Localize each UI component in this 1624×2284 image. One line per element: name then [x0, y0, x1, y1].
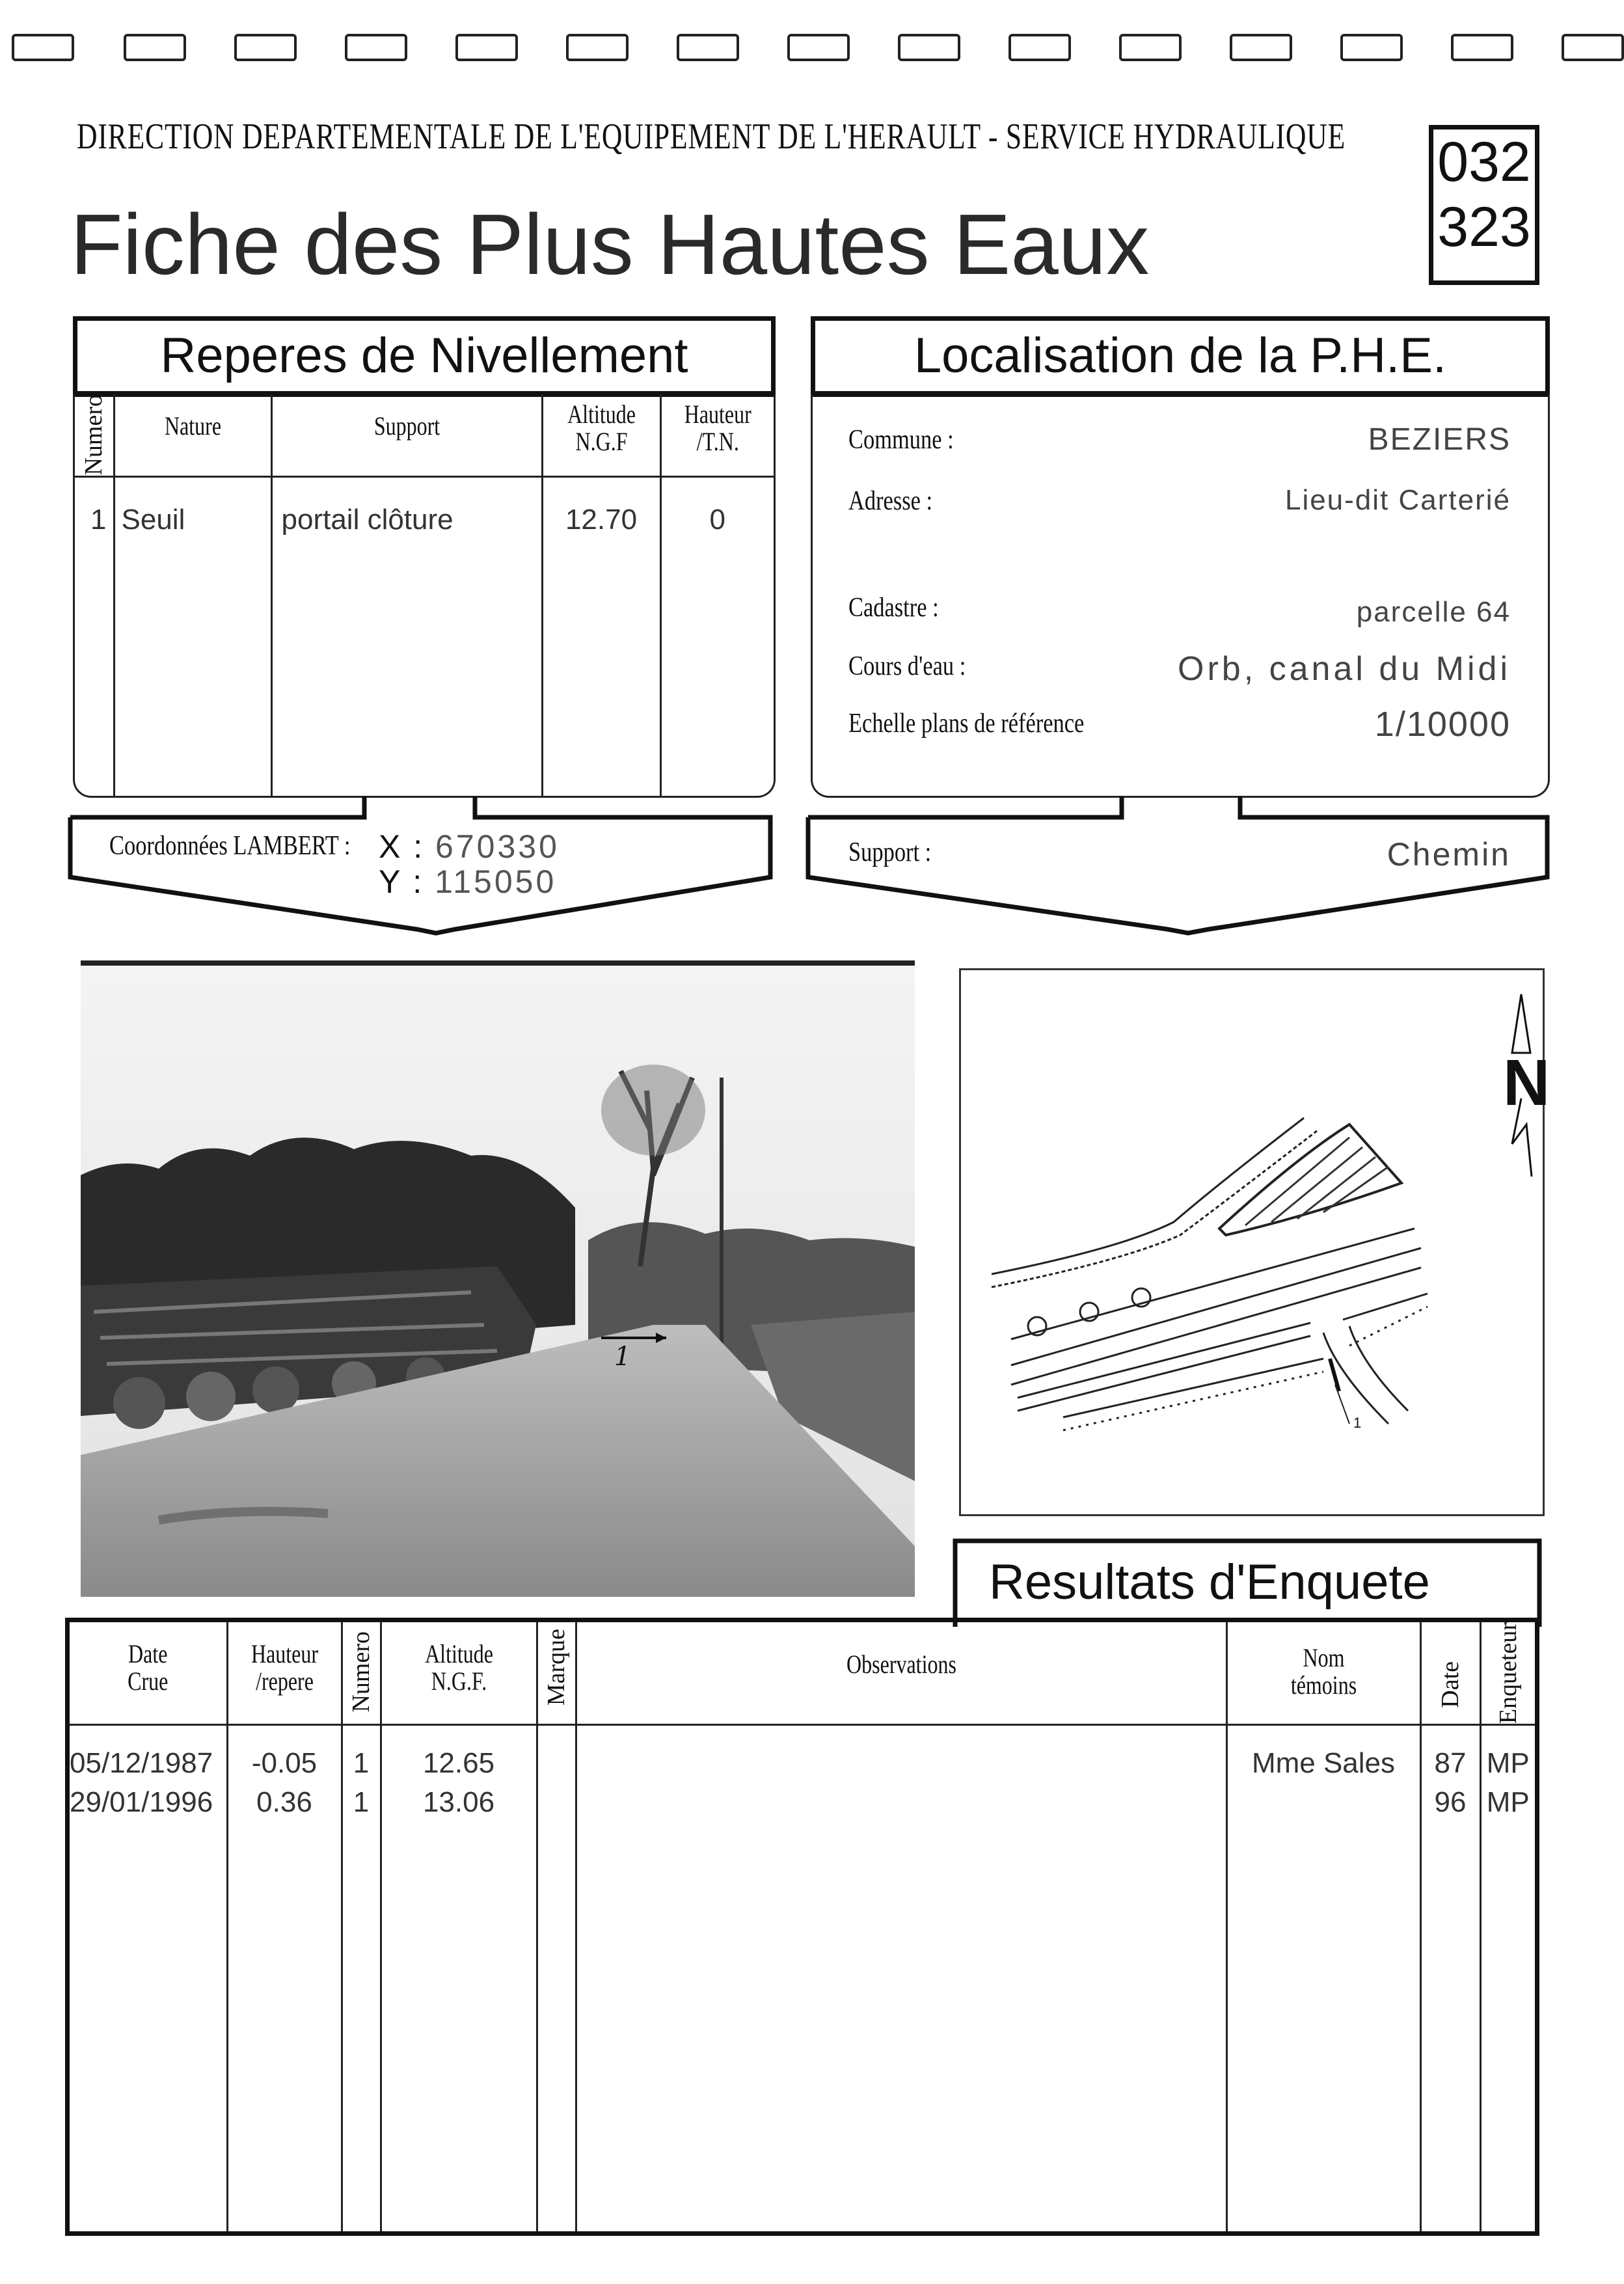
photo-marker: 1: [614, 1342, 631, 1372]
repere-support: portail clôture: [281, 503, 453, 536]
col-nature: Nature: [114, 394, 271, 476]
repere-nature: Seuil: [121, 503, 185, 536]
repere-hauteur: 0: [709, 503, 725, 536]
lambert-x-value: 670330: [435, 828, 560, 865]
reperes-panel: [73, 394, 776, 798]
table-row: [75, 476, 774, 796]
col-nom-temoins: Nom témoins: [1226, 1622, 1420, 1725]
repere-altitude: 12.70: [565, 503, 638, 536]
page-title: Fiche des Plus Hautes Eaux: [70, 197, 1150, 292]
col-altitude: Altitude N.G.F: [542, 394, 660, 476]
fiche-code-bottom: 323: [1437, 196, 1531, 258]
support-value: Chemin: [1387, 836, 1511, 873]
lambert-x-label: X :: [379, 828, 425, 865]
results-panel: [65, 1618, 1539, 2236]
lambert-y: [379, 863, 556, 901]
row-enqueteur: MP: [1486, 1747, 1530, 1780]
results-title: Resultats d'Enquete: [989, 1555, 1430, 1610]
reperes-title: Reperes de Nivellement: [73, 316, 776, 397]
cadastre-value: parcelle 64: [1356, 596, 1511, 628]
site-plan: [959, 968, 1550, 1516]
lambert-label: Coordonnées LAMBERT :: [109, 831, 351, 861]
adresse-value: Lieu-dit Carterié: [1284, 484, 1511, 516]
north-icon: N: [1503, 1046, 1550, 1119]
cours-eau-label: Cours d'eau :: [848, 651, 966, 681]
row-altitude: 12.65: [422, 1747, 495, 1780]
col-date-crue: Date Crue: [70, 1622, 227, 1725]
localisation-title: Localisation de la P.H.E.: [811, 316, 1550, 397]
col-date: Date: [1420, 1622, 1480, 1725]
commune-label: Commune :: [848, 425, 954, 455]
commune-value: BEZIERS: [1368, 422, 1511, 457]
col-numero: Numero: [75, 394, 114, 476]
echelle-label: Echelle plans de référence: [848, 709, 1085, 739]
fiche-code-top: 032: [1437, 131, 1531, 193]
row-numero: 1: [353, 1786, 370, 1819]
row-altitude: 13.06: [422, 1786, 495, 1819]
row-hauteur: 0.36: [256, 1786, 312, 1819]
col-observations: Observations: [576, 1622, 1226, 1725]
lambert-y-value: 115050: [435, 863, 557, 900]
echelle-value: 1/10000: [1374, 705, 1511, 744]
col-hauteur-repere: Hauteur /repere: [227, 1622, 342, 1725]
lambert-y-label: Y :: [379, 863, 424, 900]
col-altitude-ngf: Altitude N.G.F.: [381, 1622, 537, 1725]
cours-eau-value: Orb, canal du Midi: [1178, 650, 1511, 688]
lambert-x: [379, 828, 560, 865]
support-label: Support :: [848, 837, 932, 867]
cadastre-label: Cadastre :: [848, 593, 939, 623]
row-annee: 96: [1434, 1786, 1467, 1819]
row-temoin: Mme Sales: [1251, 1747, 1396, 1780]
fiche-code-box: [1429, 125, 1539, 285]
col-enqueteur: Enqueteur: [1480, 1622, 1535, 1725]
row-date: 05/12/1987: [70, 1747, 213, 1780]
site-photo: [81, 960, 915, 1597]
row-annee: 87: [1434, 1747, 1467, 1780]
row-date: 29/01/1996: [70, 1786, 213, 1819]
plan-marker: 1: [1353, 1415, 1362, 1431]
results-table: [70, 1622, 1535, 2231]
repere-numero: 1: [90, 503, 107, 536]
reperes-table: [75, 394, 774, 796]
row-hauteur: -0.05: [251, 1747, 318, 1780]
col-support: Support: [271, 394, 542, 476]
col-numero: Numero: [342, 1622, 381, 1725]
row-numero: 1: [353, 1747, 370, 1780]
table-row: [70, 1726, 226, 1822]
row-enqueteur: MP: [1486, 1786, 1530, 1819]
agency-header: DIRECTION DEPARTEMENTALE DE L'EQUIPEMENT DE L'HERAULT - SERVICE HYDRAULIQUE: [77, 116, 1346, 157]
adresse-label: Adresse :: [848, 486, 933, 516]
col-marque: Marque: [537, 1622, 576, 1725]
col-hauteur: Hauteur /T.N.: [660, 394, 774, 476]
